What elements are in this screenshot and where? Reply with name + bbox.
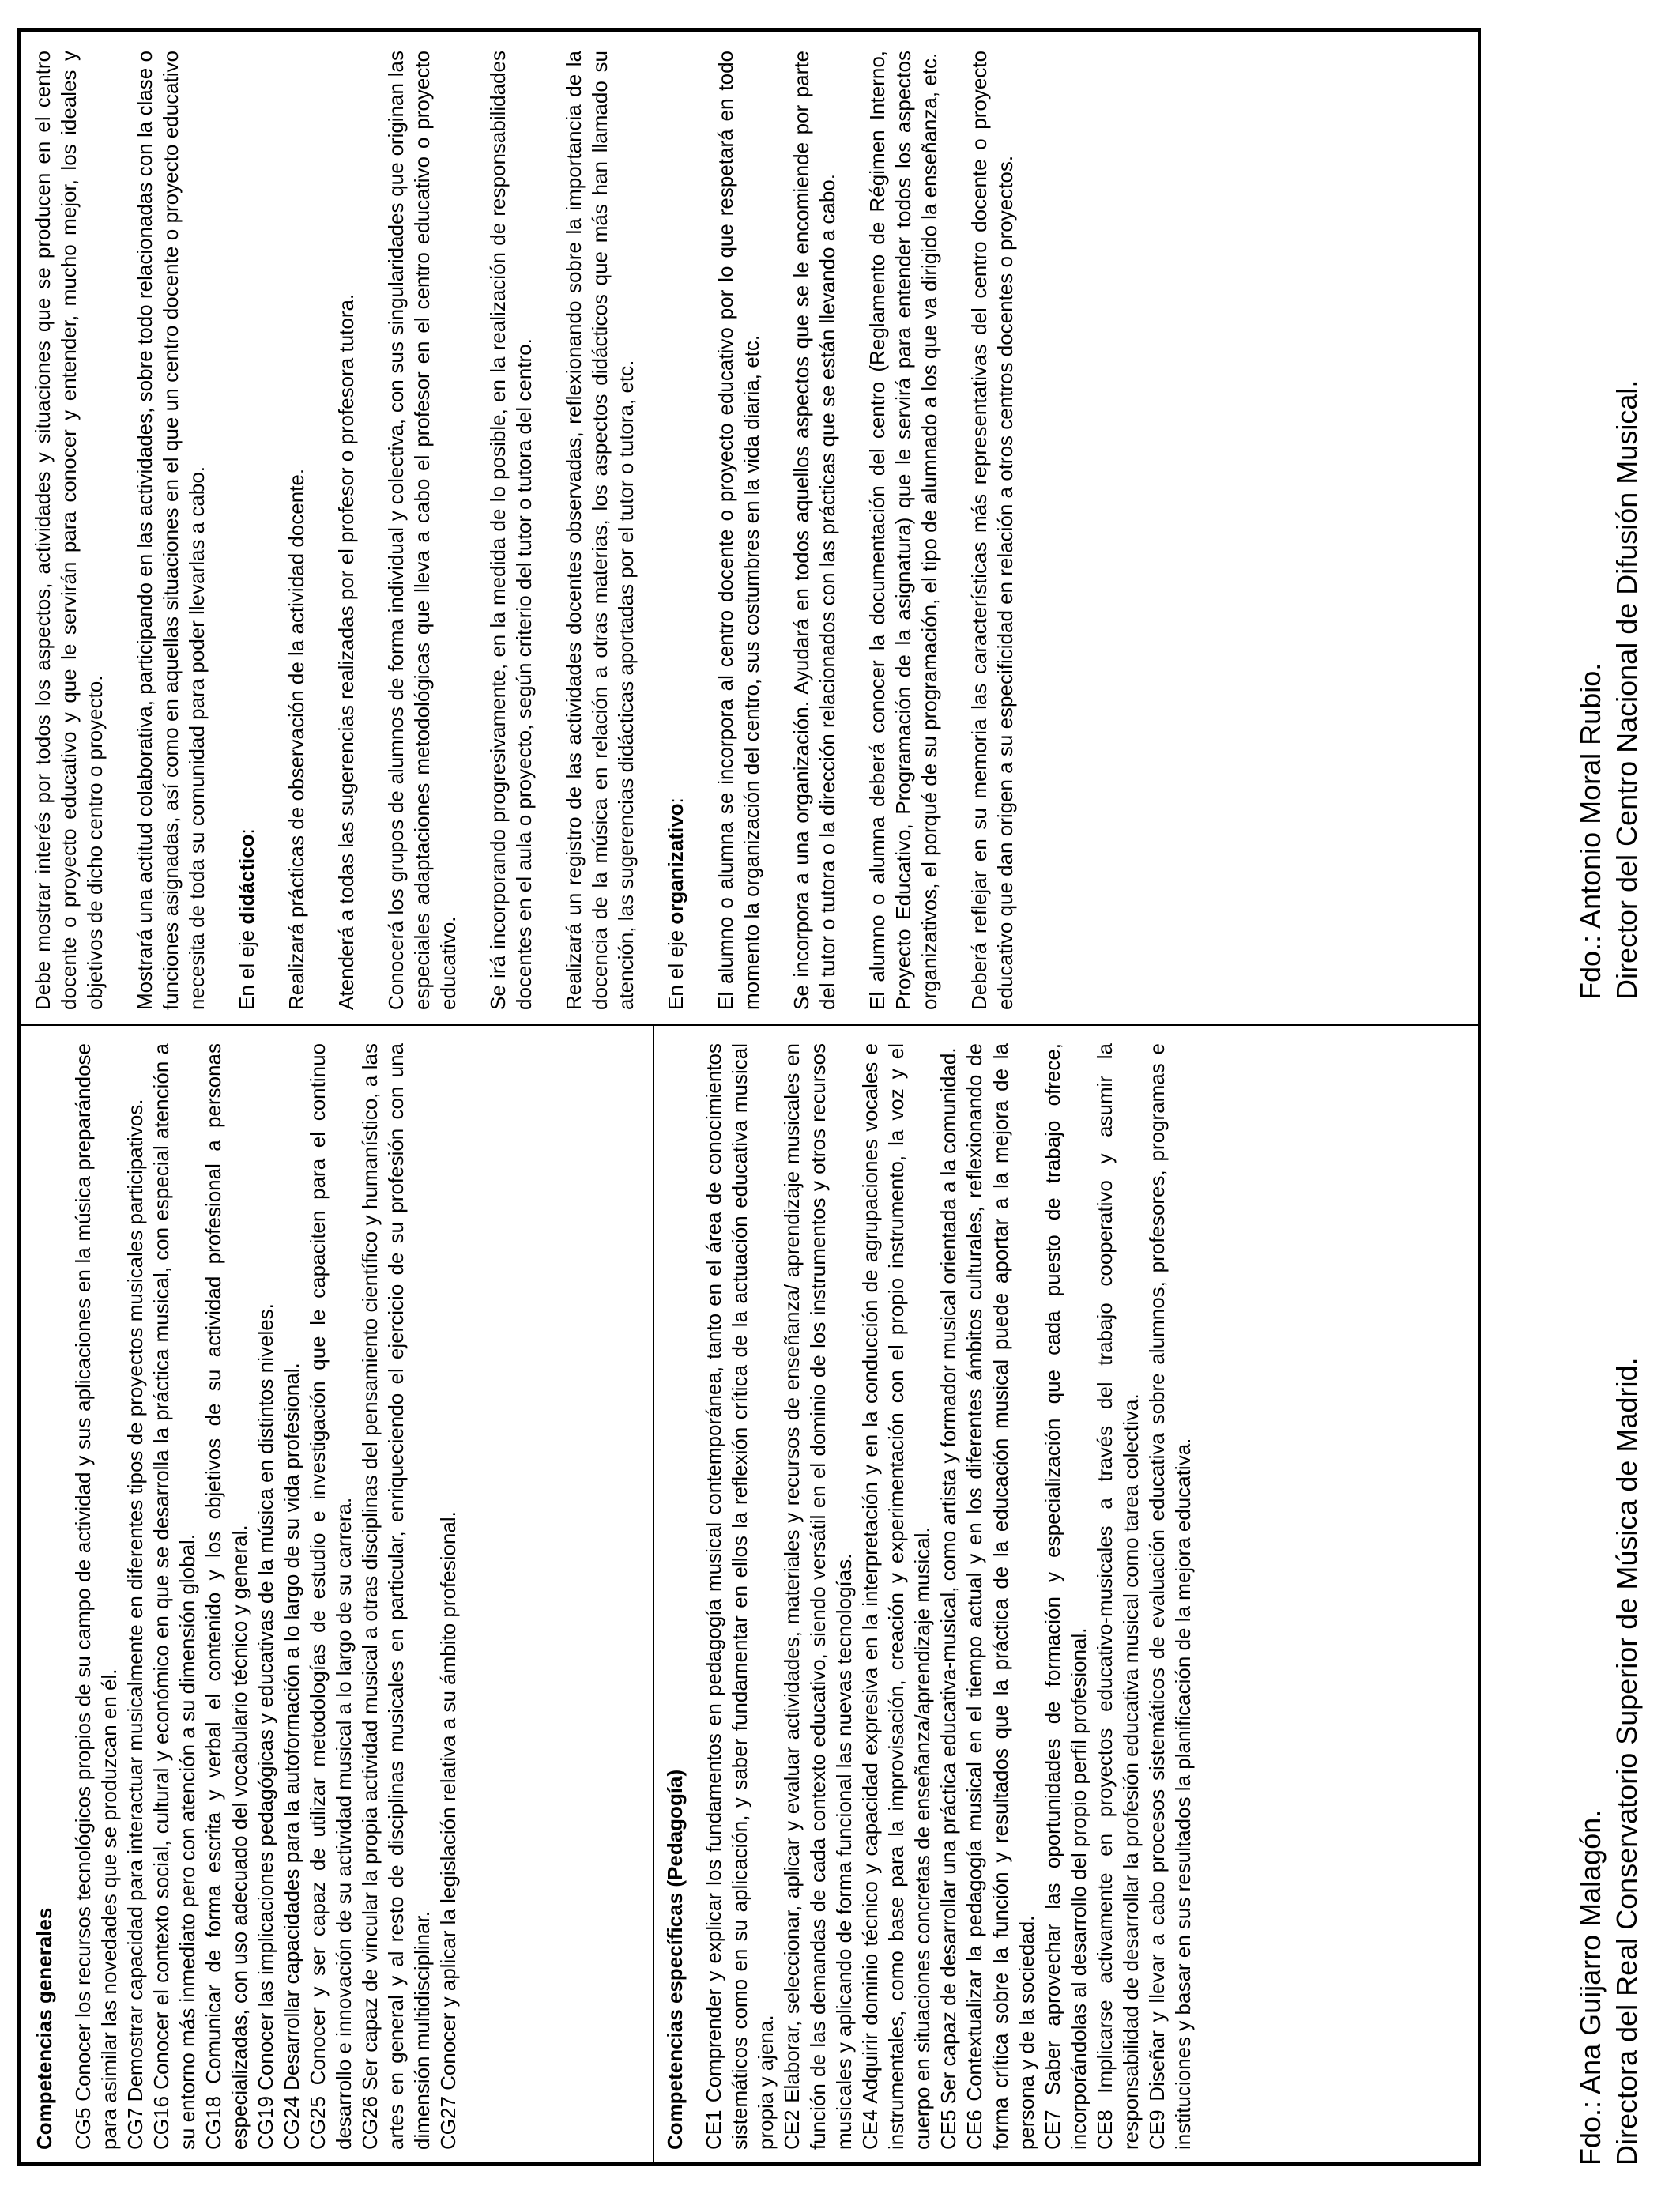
competencia-cg16: CG16 Conocer el contexto social, cultural y económico en que se desarrolla la práctica musical, con especial atención a su entorno más inmediato pero con atención a su dimensión global. — [149, 1043, 199, 2150]
eje-organizativo-bold: organizativo — [664, 803, 687, 925]
paragraph-interes: Debe mostrar interés por todos los aspectos, actividades y situaciones que se producen en el centro docente o proyecto educativo y que le servirán para conocer y entender, mucho mejor, los ideales y objetivos de dicho centro o proyecto. — [31, 51, 107, 1010]
eje-organizativo-heading — [663, 51, 689, 1010]
competencia-ce5: CE5 Ser capaz de desarrollar una práctica educativa-musical, como artista y formador musical orientada a la comunidad. — [936, 1047, 960, 2150]
paragraph-ayuda: Se incorpora a una organización. Ayudará en todos aquellos aspectos que se le encomiende por parte del tutor o tutora o la dirección relacionados con las prácticas que se están llevando a cabo. — [789, 51, 839, 1010]
right-column — [21, 32, 1478, 1026]
paragraph-incorporacion: Se irá incorporando progresivamente, en la medida de lo posible, en la realización de responsabilidades docentes en el aula o proyecto, según criterio del tutor o tutora del centro. — [486, 51, 536, 1010]
paragraph-observacion: Realizará prácticas de observación de la actividad docente. — [284, 468, 308, 1010]
competencia-cg26: CG26 Ser capaz de vincular la propia actividad musical a otras disciplinas del pensamiento científico y humanístico, a las artes en general y al resto de disciplinas musicales en particular, enriqueciendo el ejercicio de su profesión con una dimensión multidisciplinar. — [358, 1043, 434, 2150]
row-divider — [653, 1026, 654, 2162]
signature-left-title: Directora del Real Conservatorio Superior de Música de Madrid. — [1610, 1357, 1643, 2166]
competencia-cg19: CG19 Conocer las implicaciones pedagógicas y educativas de la música en distintos niveles. — [254, 1303, 277, 2150]
competencia-cg7: CG7 Demostrar capacidad para interactuar musicalmente en diferentes tipos de proyectos musicales participativos. — [123, 1099, 147, 2150]
competencia-ce7: CE7 Saber aprovechar las oportunidades de formación y especialización que cada puesto de trabajo ofrece, incorporándolas al desarrollo del propio perfil profesional. — [1041, 1043, 1090, 2150]
competencias-especificas-cell — [662, 1043, 1196, 2150]
competencia-ce8: CE8 Implicarse activamente en proyectos educativo-musicales a través del trabajo cooperativo y asumir la responsabilidad de desarrollar la profesión educativa musical como tarea colectiva. — [1093, 1043, 1143, 2150]
paragraph-documentacion: El alumno o alumna deberá conocer la documentación del centro (Reglamento de Régimen Interno, Proyecto Educativo, Programación de la asignatura) que le servirá para entender todos los aspectos organizativos, el porqué de su programación, el tipo de alumnado a los que va dirigido la enseñanza, etc. — [865, 51, 941, 1010]
signature-right — [1573, 380, 1645, 1000]
eje-organizativo-prefix: En el eje — [664, 924, 687, 1010]
paragraph-registro: Realizará un registro de las actividades docentes observadas, reflexionando sobre la importancia de la docencia de la música en relación a otras materias, los aspectos didácticos que más han llamado su atención, las sugerencias didácticas aportadas por el tutor o tutora, etc. — [562, 51, 638, 1010]
competencias-generales-cell — [32, 1043, 461, 2150]
left-column — [21, 1026, 1478, 2162]
competencia-ce2: CE2 Elaborar, seleccionar, aplicar y evaluar actividades, materiales y recursos de enseñanza/ aprendizaje musicales en función de las demandas de cada contexto educativo, siendo versátil en el dominio de los instrumentos y otros recursos musicales y aplicando de forma funcional las nuevas tecnologías. — [780, 1043, 856, 2150]
competencia-ce9: CE9 Diseñar y llevar a cabo procesos sistemáticos de evaluación educativa sobre alumnos, profesores, programas e instituciones y basar en sus resultados la planificación de la mejora educativa. — [1145, 1043, 1195, 2150]
signature-right-name: Fdo.: Antonio Moral Rubio. — [1574, 662, 1607, 1000]
signature-left-name: Fdo.: Ana Guijarro Malagón. — [1574, 1809, 1607, 2166]
paragraph-sugerencias: Atenderá a todas las sugerencias realizadas por el profesor o profesora tutora. — [334, 293, 358, 1010]
competencia-ce4: CE4 Adquirir dominio técnico y capacidad expresiva en la interpretación y en la conducción de agrupaciones vocales e instrumentales, como base para la improvisación, creación y experimentación con el propio instrumento, la voz y el cuerpo en situaciones concretas de enseñanza/aprendizaje musical. — [858, 1043, 934, 2150]
competencia-cg27: CG27 Conocer y aplicar la legislación relativa a su ámbito profesional. — [436, 1511, 460, 2150]
competencia-cg24: CG24 Desarrollar capacidades para la autoformación a lo largo de su vida profesional. — [280, 1363, 303, 2150]
paragraph-actitud-colaborativa: Mostrará una actitud colaborativa, participando en las actividades, sobre todo relacionadas con la clase o funciones asignadas, así como en aquellas situaciones en el que un centro docente o proyecto educativo necesita de toda su comunidad para poder llevarlas a cabo. — [133, 51, 209, 1010]
competencias-especificas-heading: Competencias específicas (Pedagogía) — [663, 1769, 687, 2150]
paragraph-memoria: Deberá reflejar en su memoria las características más representativas del centro docente o proyecto educativo que dan origen a su especificidad en relación a otros centros docentes o proyectos. — [967, 51, 1017, 1010]
competencia-cg25: CG25 Conocer y ser capaz de utilizar metodologías de estudio e investigación que le capaciten para el continuo desarrollo e innovación de su actividad musical a lo largo de su carrera. — [306, 1043, 356, 2150]
eje-organizativo-suffix: : — [664, 797, 687, 804]
eje-didactico-bold: didáctico — [235, 834, 258, 925]
eje-didactico-prefix: En el eje — [235, 924, 258, 1010]
eje-didactico-suffix: : — [235, 828, 258, 835]
competencia-cg5: CG5 Conocer los recursos tecnológicos propios de su campo de actividad y sus aplicaciones en la música preparándose para asimilar las novedades que se produzcan en él. — [71, 1043, 121, 2150]
competencia-cg18: CG18 Comunicar de forma escrita y verbal el contenido y los objetivos de su actividad profesional a personas especializadas, con uso adecuado del vocabulario técnico y general. — [202, 1043, 251, 2150]
competencias-table — [17, 28, 1481, 2166]
signatures — [1573, 28, 1659, 2166]
signature-left — [1573, 1358, 1645, 2166]
competencia-ce6: CE6 Contextualizar la pedagogía musical en el tiempo actual y en los diferentes ámbitos culturales, reflexionando de forma crítica sobre la función y resultados que la práctica de la educación musical puede aportar a la mejora de la persona y de la sociedad. — [962, 1043, 1038, 2150]
competencias-generales-heading: Competencias generales — [32, 1907, 56, 2150]
paragraph-grupos: Conocerá los grupos de alumnos de forma individual y colectiva, con sus singularidades que originan las especiales adaptaciones metodológicas que lleva a cabo el profesor en el centro educativo o proyecto educativo. — [384, 51, 460, 1010]
signature-right-title: Director del Centro Nacional de Difusión Musical. — [1610, 379, 1643, 1000]
paragraph-respeto-organizacion: El alumno o alumna se incorpora al centro docente o proyecto educativo por lo que respetará en todo momento la organización del centro, sus costumbres en la vida diaria, etc. — [714, 51, 763, 1010]
eje-didactico-heading — [234, 51, 260, 1010]
actividades-cell — [30, 51, 1042, 1010]
competencia-ce1: CE1 Comprender y explicar los fundamentos en pedagogía musical contemporánea, tanto en el área de conocimientos sistemáticos como en su aplicación, y saber fundamentar en ellos la reflexión crítica de la actuación educativa musical propia y ajena. — [702, 1043, 778, 2150]
